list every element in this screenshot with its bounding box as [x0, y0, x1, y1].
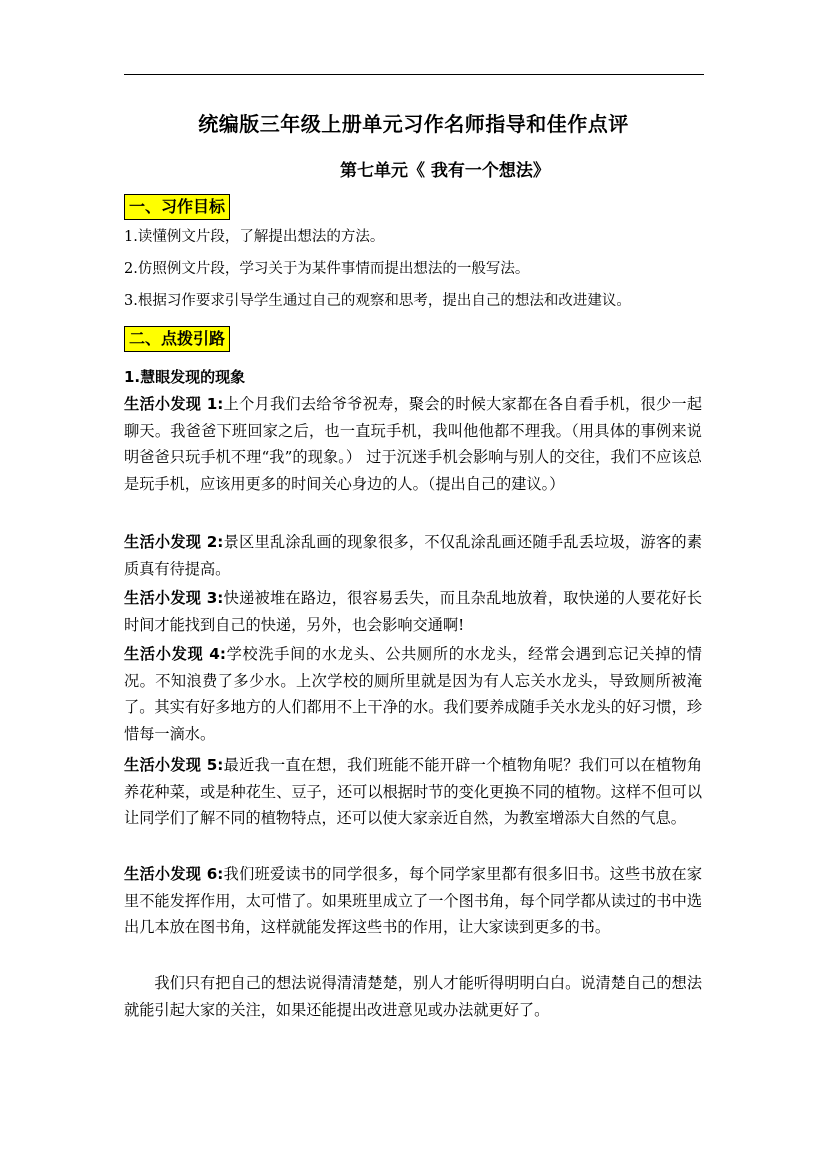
finding-paragraph: [124, 861, 702, 941]
finding-paragraph: [124, 641, 702, 747]
goal-item: 1.读懂例文片段，了解提出想法的方法。: [124, 229, 385, 245]
finding-paragraph: [124, 529, 702, 582]
unit-subtitle: 第七单元《 我有一个想法》: [340, 161, 550, 181]
section-heading-goals: 一、习作目标: [124, 194, 230, 220]
finding-paragraph: [124, 585, 702, 638]
finding-label: 生活小发现 3:: [124, 589, 224, 607]
finding-label: 生活小发现 6:: [124, 865, 224, 883]
page-title: 统编版三年级上册单元习作名师指导和佳作点评: [198, 112, 629, 136]
finding-text: 学校洗手间的水龙头、公共厕所的水龙头，经常会遇到忘记关掉的情况。不知浪费了多少水。上次学校的厕所里就是因为有人忘关水龙头，导致厕所被淹了。其实有好多地方的人们都用不上干净的水。我们要养成随手关水龙头的好习惯，珍惜每一滴水。: [124, 645, 702, 743]
section-heading-guidance: 二、点拨引路: [124, 326, 230, 352]
finding-label: 生活小发现 2:: [124, 533, 224, 551]
finding-paragraph: [124, 752, 702, 832]
finding-text: 景区里乱涂乱画的现象很多，不仅乱涂乱画还随手乱丢垃圾，游客的素质真有待提高。: [124, 533, 703, 578]
closing-paragraph: 我们只有把自己的想法说得清清楚楚，别人才能听得明明白白。说清楚自己的想法就能引起大家的关注，如果还能提出改进意见或办法就更好了。: [124, 974, 702, 1019]
finding-text: 我们班爱读书的同学很多，每个同学家里都有很多旧书。这些书放在家里不能发挥作用，太可惜了。如果班里成立了一个图书角，每个同学都从读过的书中选出几本放在图书角，这样就能发挥这些书的作用，让大家读到更多的书。: [124, 865, 703, 937]
finding-paragraph: [124, 391, 702, 497]
finding-text: 上个月我们去给爷爷祝寿，聚会的时候大家都在各自看手机，很少一起聊天。我爸爸下班回家之后，也一直玩手机，我叫他他都不理我。（用具体的事例来说明爸爸只玩手机不理“我”的现象。） 过于沉迷手机会影响与别人的交往，我们不应该总是玩手机，应该用更多的时间关心身边的人。（提出自己的建议。）: [124, 395, 703, 493]
finding-label: 生活小发现 1:: [124, 395, 224, 413]
finding-text: 最近我一直在想，我们班能不能开辟一个植物角呢？我们可以在植物角养花种菜，或是种花生、豆子，还可以根据时节的变化更换不同的植物。这样不但可以让同学们了解不同的植物特点，还可以使大家亲近自然，为教室增添大自然的气息。: [124, 756, 703, 828]
header-rule: [124, 74, 704, 75]
finding-text: 快递被堆在路边，很容易丢失，而且杂乱地放着，取快递的人要花好长时间才能找到自己的快递，另外，也会影响交通啊!: [124, 589, 703, 634]
finding-label: 生活小发现 4:: [124, 645, 226, 663]
finding-label: 生活小发现 5:: [124, 756, 224, 774]
subsection-heading: 1.慧眼发现的现象: [124, 368, 246, 386]
goal-item: 2.仿照例文片段，学习关于为某件事情而提出想法的一般写法。: [124, 261, 530, 277]
goal-item: 3.根据习作要求引导学生通过自己的观察和思考，提出自己的想法和改进建议。: [124, 293, 631, 309]
